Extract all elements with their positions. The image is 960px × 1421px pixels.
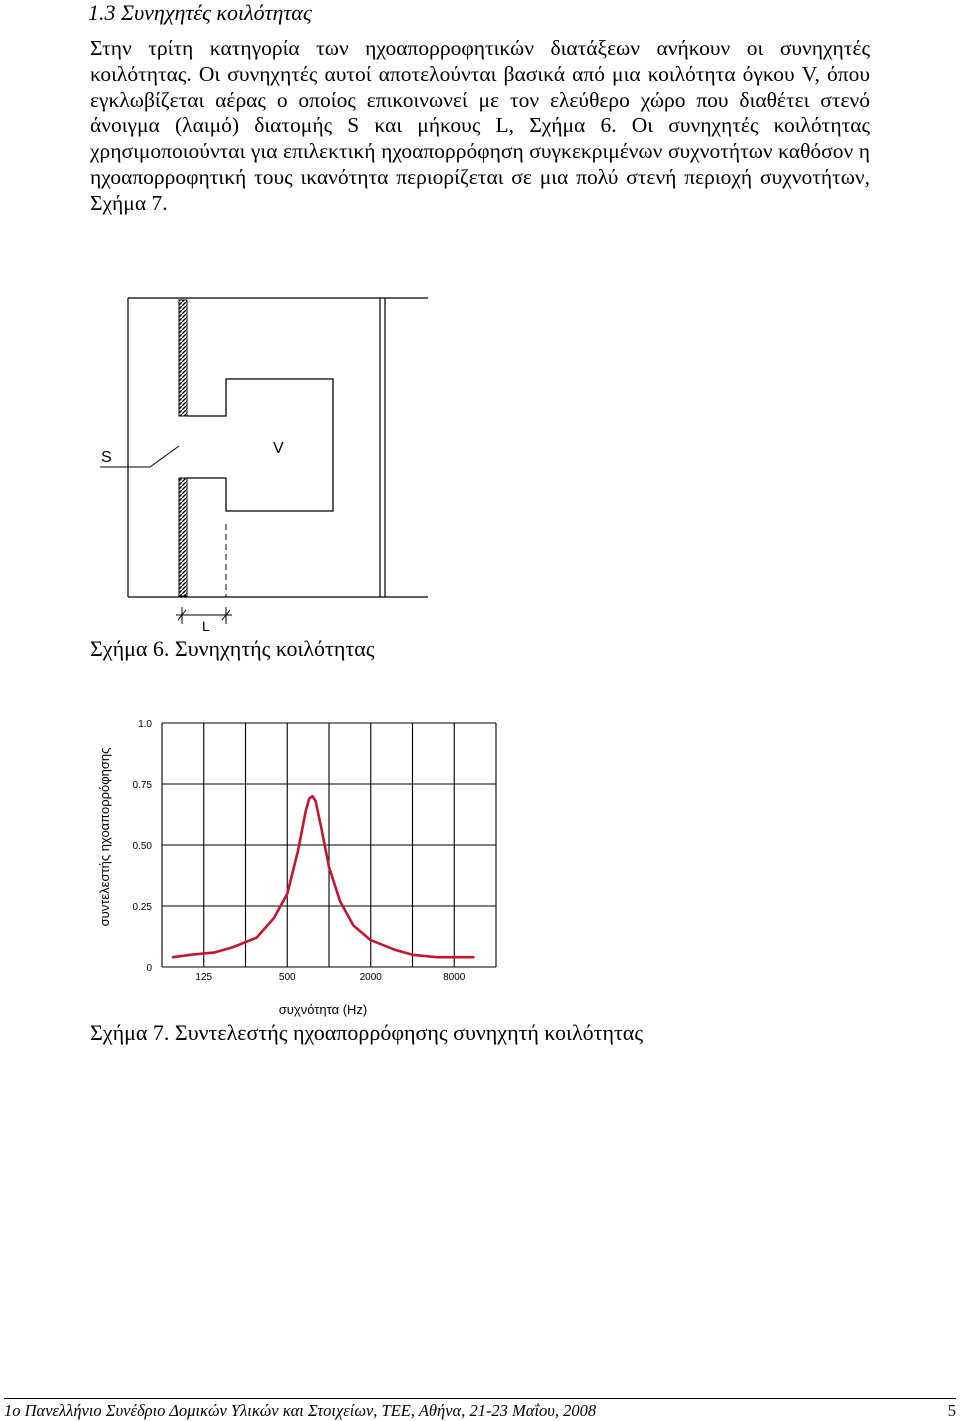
resonator-diagram (90, 290, 435, 635)
x-tick-label: 500 (278, 972, 296, 983)
label-L: L (202, 618, 210, 634)
y-tick-label: 0 (146, 963, 152, 974)
y-tick-label: 1.0 (138, 719, 152, 730)
page-number: 5 (947, 1401, 956, 1420)
x-tick-label: 2000 (359, 972, 382, 983)
figure6-caption: Σχήμα 6. Συνηχητής κοιλότητας (90, 636, 375, 661)
figure7-caption: Σχήμα 7. Συντελεστής ηχοαπορρόφησης συνηχητή κοιλότητας (90, 1020, 644, 1045)
cavity-outline (187, 379, 333, 511)
wall-lower (179, 478, 187, 596)
y-axis-label: συντελεστής ηχοαπορρόφησης (97, 747, 112, 927)
label-V: V (273, 440, 284, 457)
absorption-curve-0 (173, 796, 473, 957)
x-tick-label: 8000 (443, 972, 466, 983)
wall-upper (179, 300, 187, 416)
body-paragraph: Στην τρίτη κατηγορία των ηχοαπορροφητικών διατάξεων ανήκουν οι συνηχητές κοιλότητας. Οι συνηχητές αυτοί αποτελούνται βασικά από μια κοιλότητα όγκου V, όπου εγκλωβίζεται αέρας ο οποίος επικοινωνεί με τον ελεύθερο χώρο που διαθέτει στενό άνοιγμα (λαιμό) διατομής S και μήκους L, Σχήμα 6. Οι συνηχητές κοιλότητας χρησιμοποιούνται για επιλεκτική ηχοαπορρόφηση συγκεκριμένων συχνοτήτων καθόσον η ηχοαπορροφητική τους ικανότητα περιορίζεται σε μια πολύ στενή περιοχή συχνοτήτων, Σχήμα 7. (90, 36, 870, 215)
x-axis-label: συχνότητα (Hz) (278, 1002, 368, 1017)
absorption-chart (90, 712, 510, 1022)
footer-text: 1ο Πανελλήνιο Συνέδριο Δομικών Υλικών και Στοιχείων, ΤΕΕ, Αθήνα, 21-23 Μαΐου, 2008 (4, 1401, 597, 1420)
page-footer (4, 1398, 956, 1421)
y-tick-label: 0.75 (132, 780, 152, 791)
y-tick-label: 0.25 (132, 902, 152, 913)
label-S-leader (100, 446, 179, 467)
y-tick-label: 0.50 (132, 841, 152, 852)
x-tick-label: 125 (195, 972, 213, 983)
section-title: 1.3 Συνηχητές κοιλότητας (88, 0, 312, 25)
label-S: S (101, 449, 112, 466)
